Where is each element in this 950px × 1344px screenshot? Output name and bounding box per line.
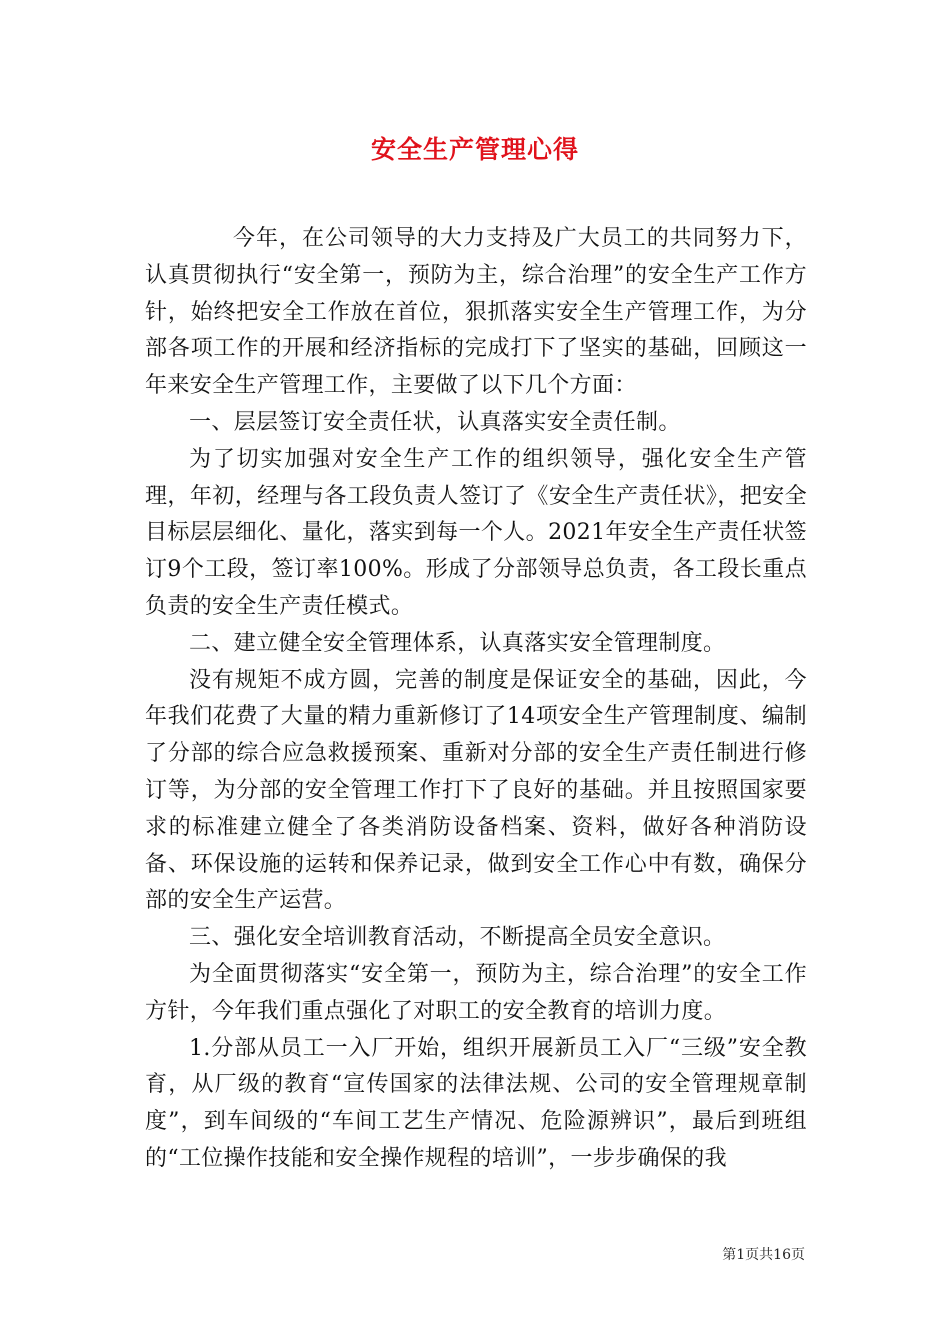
paragraph-training-intro: 为全面贯彻落实“安全第一，预防为主，综合治理”的安全工作方针，今年我们重点强化了对职工的安全教育的培训力度。 [145,961,807,1024]
section-heading-1: 一、层层签订安全责任状，认真落实安全责任制。 [189,409,681,435]
document-title: 安全生产管理心得 [370,135,579,164]
section-heading-3: 三、强化安全培训教育活动，不断提高全员安全意识。 [189,925,726,951]
page-number: 第1页共16页 [722,1247,805,1263]
paragraph-intro: 今年，在公司领导的大力支持及广大员工的共同努力下，认真贯彻执行“安全第一，预防为主，综合治理”的安全生产工作方针，始终把安全工作放在首位，狠抓落实安全生产管理工作，为分部各项工作的开展和经济指标的完成打下了坚实的基础，回顾这一年来安全生产管理工作，主要做了以下几个方面： [145,226,807,399]
paragraph-management-system: 没有规矩不成方圆，完善的制度是保证安全的基础，因此，今年我们花费了大量的精力重新修订了14项安全生产管理制度、编制了分部的综合应急救援预案、重新对分部的安全生产责任制进行修订等，为分部的安全管理工作打下了良好的基础。并且按照国家要求的标准建立健全了各类消防设备档案、资料，做好各种消防设备、环保设施的运转和保养记录，做到安全工作心中有数，确保分部的安全生产运营。 [145,667,807,914]
paragraph-responsibility: 为了切实加强对安全生产工作的组织领导，强化安全生产管理，年初，经理与各工段负责人签订了《安全生产责任状》，把安全目标层层细化、量化，落实到每一个人。2021年安全生产责任状签订9个工段，签订率100%。形成了分部领导总负责，各工段长重点负责的安全生产责任模式。 [145,446,807,619]
paragraph-training-item-1: 1.分部从员工一入厂开始，组织开展新员工入厂“三级”安全教育，从厂级的教育“宣传国家的法律法规、公司的安全管理规章制度”，到车间级的“车间工艺生产情况、危险源辨识”，最后到班组的“工位操作技能和安全操作规程的培训”，一步步确保的我 [145,1035,807,1171]
document-body [145,221,807,1178]
section-heading-2: 二、建立健全安全管理体系，认真落实安全管理制度。 [189,630,726,656]
